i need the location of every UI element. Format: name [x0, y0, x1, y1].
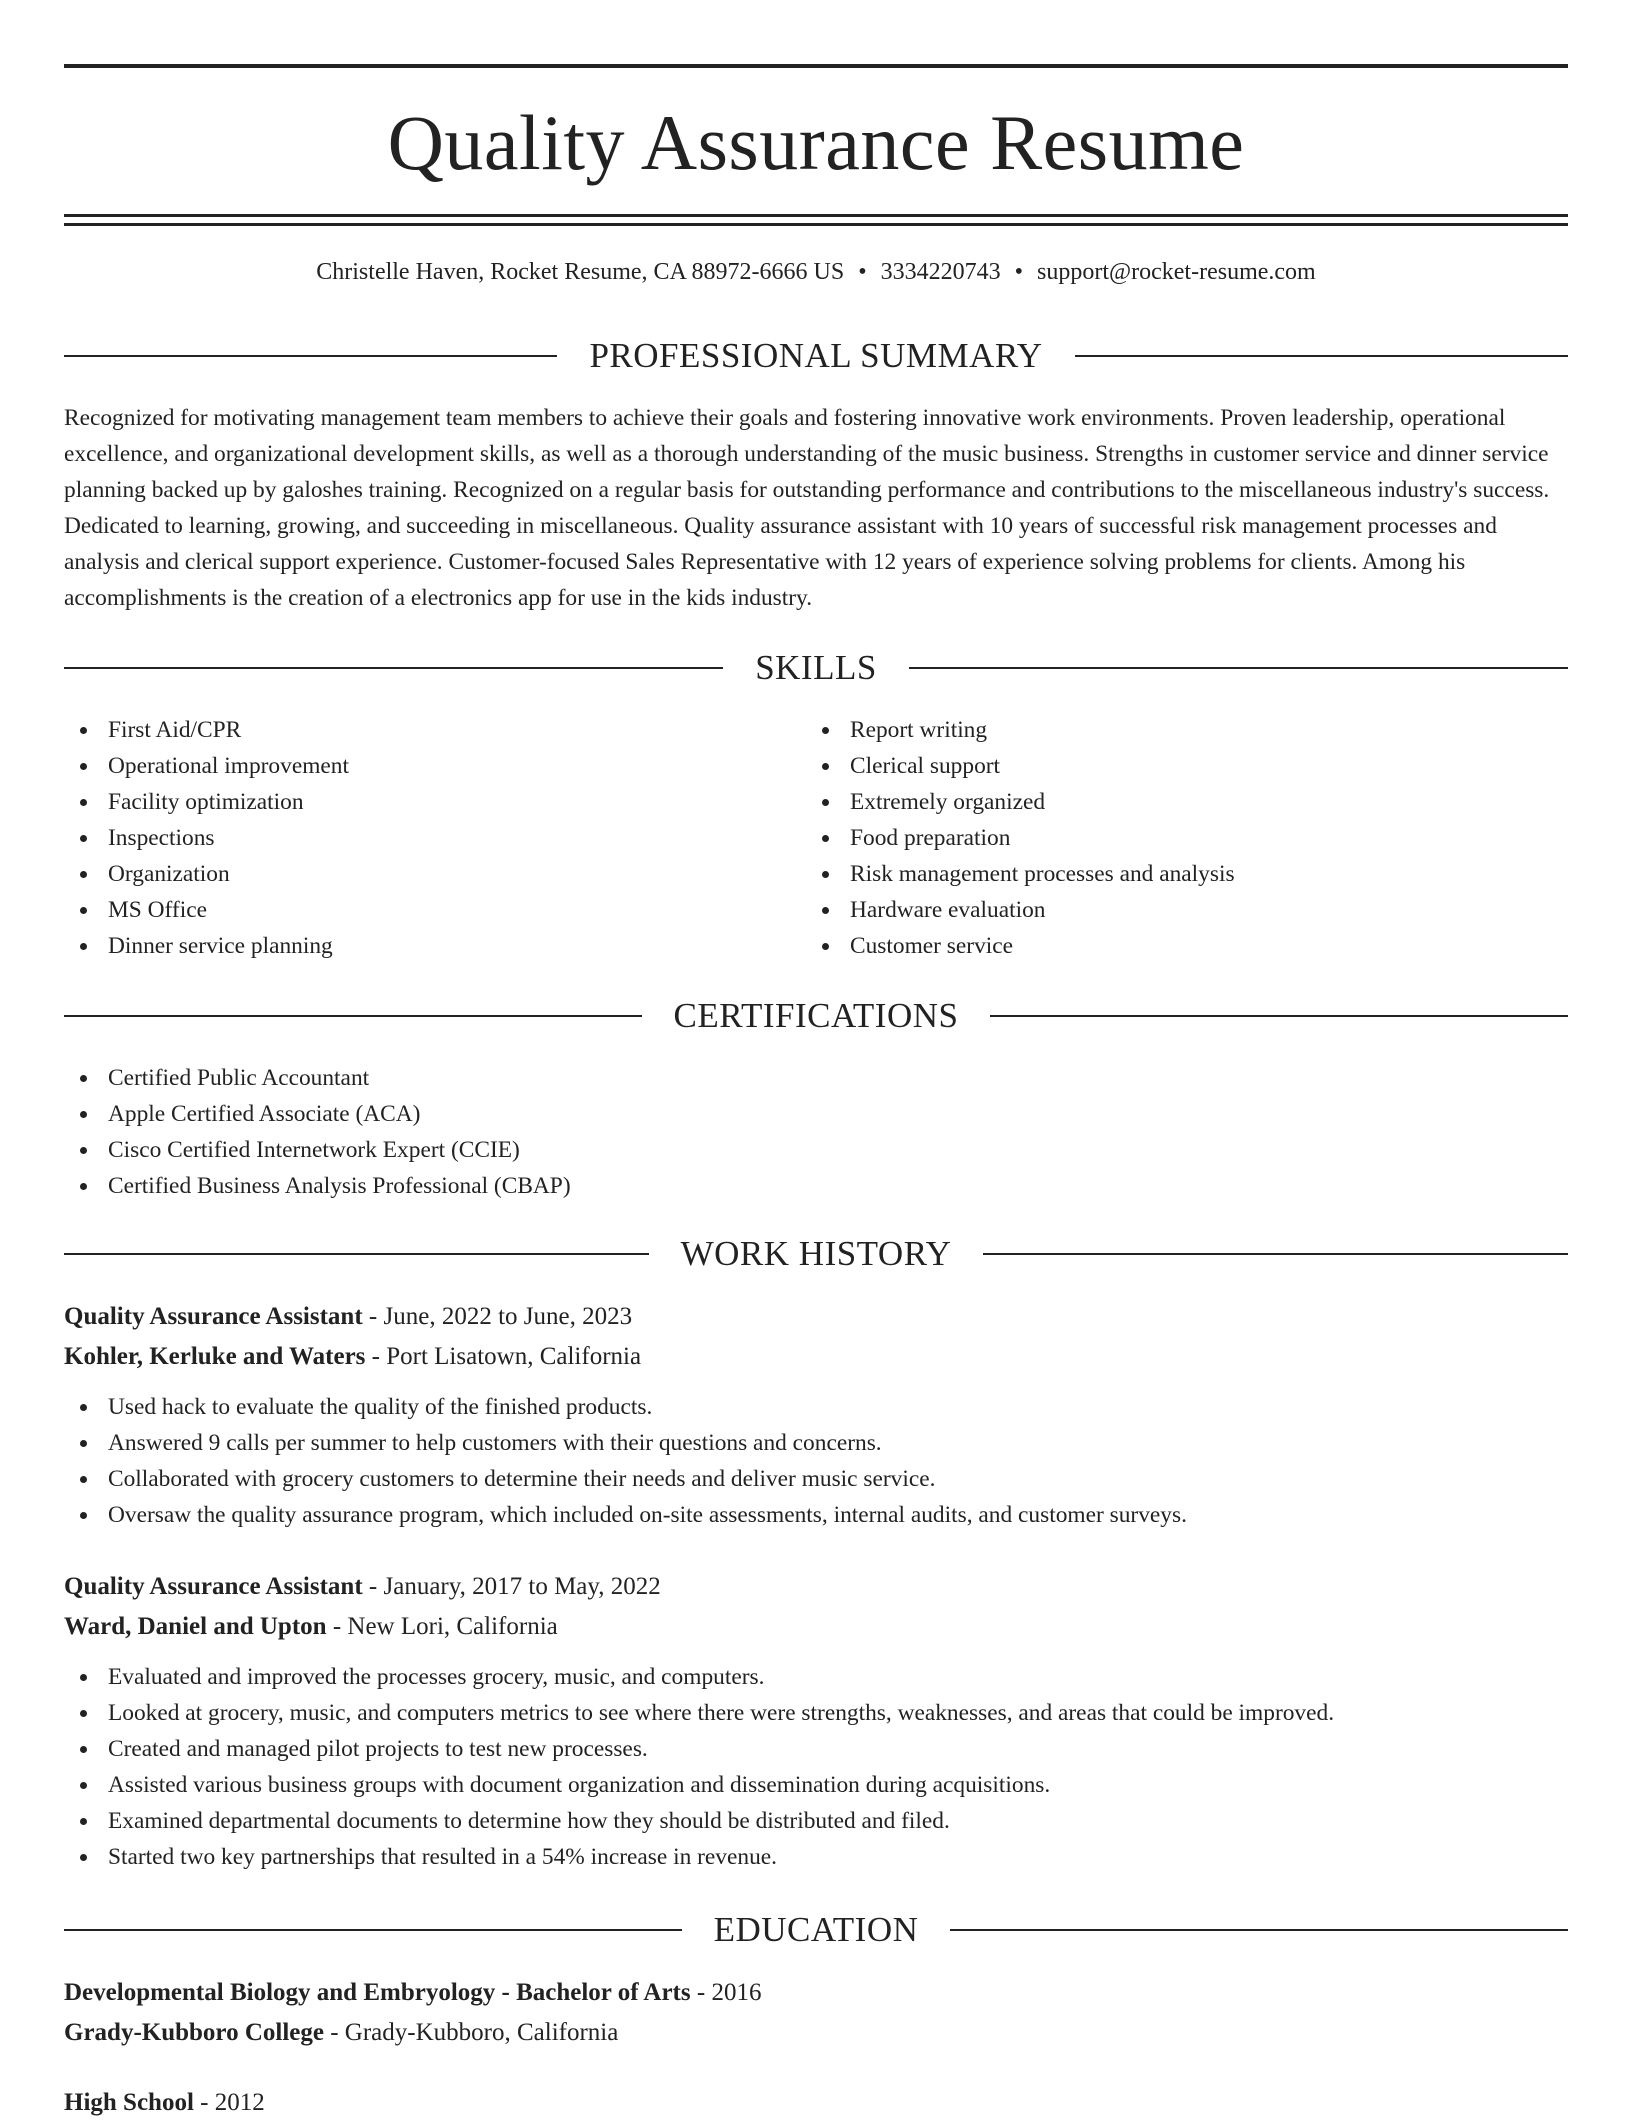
- job-bullet: Answered 9 calls per summer to help customers with their questions and concerns.: [64, 1425, 1568, 1461]
- contact-email: support@rocket-resume.com: [1037, 259, 1316, 285]
- summary-text: Recognized for motivating management team members to achieve their goals and fostering innovative work environments. Proven leadership, operational excellence, and organizational development skills, as well as a thorough understanding of the music business. Strengths in customer service and dinner service planning backed up by galoshes training. Recognized on a regular basis for outstanding performance and contributions to the miscellaneous industry's success. Dedicated to learning, growing, and succeeding in miscellaneous. Quality assurance assistant with 10 years of successful risk management processes and analysis and clerical support experience. Customer-focused Sales Representative with 12 years of experience solving problems for clients. Among his accomplishments is the creation of a electronics app for use in the kids industry.: [64, 405, 1550, 611]
- section-title-work-history: WORK HISTORY: [680, 1234, 952, 1273]
- top-rule: [64, 64, 1568, 68]
- job-bullet: Started two key partnerships that resulted in a 54% increase in revenue.: [64, 1839, 1568, 1875]
- certification-item: Apple Certified Associate (ACA): [64, 1096, 1568, 1132]
- education-degree-line: [64, 1973, 1568, 2013]
- section-rule-right: [1075, 355, 1568, 357]
- education-entry: [64, 1973, 1568, 2053]
- job-title-line: [64, 1297, 1568, 1337]
- education-degree-line: [64, 2083, 1568, 2123]
- certifications-block: [64, 1060, 1568, 1204]
- job-location: New Lori, California: [347, 1613, 558, 1640]
- skill-item: MS Office: [64, 892, 784, 928]
- section-title-certifications: CERTIFICATIONS: [673, 996, 959, 1035]
- page-title: Quality Assurance Resume: [387, 99, 1245, 186]
- job-company: Ward, Daniel and Upton: [64, 1613, 327, 1640]
- dash: -: [332, 1613, 342, 1640]
- section-rule-left: [64, 667, 723, 669]
- education-location: Grady-Kubboro, California: [344, 2019, 619, 2046]
- education-entry: [64, 2083, 1568, 2123]
- job-entry: [64, 1297, 1568, 1533]
- skill-item: Organization: [64, 856, 784, 892]
- job-bullet: Looked at grocery, music, and computers metrics to see where there were strengths, weaknesses, and areas that could be improved.: [64, 1695, 1568, 1731]
- skill-item: Report writing: [806, 712, 1526, 748]
- skills-column-left: [64, 712, 784, 964]
- education-school-line: [64, 2013, 1568, 2053]
- job-dates: January, 2017 to May, 2022: [383, 1573, 661, 1600]
- certification-item: Certified Public Accountant: [64, 1060, 1568, 1096]
- skill-item: Risk management processes and analysis: [806, 856, 1526, 892]
- section-header-certifications: [64, 994, 1568, 1038]
- job-company-line: [64, 1337, 1568, 1377]
- dash: -: [200, 2089, 209, 2116]
- education-degree: High School: [64, 2089, 194, 2116]
- skills-list-right: [806, 712, 1526, 964]
- skill-item: Customer service: [806, 928, 1526, 964]
- section-title-education: EDUCATION: [713, 1910, 919, 1949]
- job-bullet: Examined departmental documents to determine how they should be distributed and filed.: [64, 1803, 1568, 1839]
- contact-address: Christelle Haven, Rocket Resume, CA 88972-6666 US: [316, 259, 845, 285]
- section-header-work-history: [64, 1232, 1568, 1276]
- title-rule-lower: [64, 223, 1568, 226]
- dash: -: [368, 1573, 378, 1600]
- education-degree: Developmental Biology and Embryology - Bachelor of Arts: [64, 1979, 691, 2006]
- skill-item: Dinner service planning: [64, 928, 784, 964]
- skill-item: Food preparation: [806, 820, 1526, 856]
- job-bullet: Collaborated with grocery customers to determine their needs and deliver music service.: [64, 1461, 1568, 1497]
- section-rule-right: [909, 667, 1568, 669]
- job-bullet: Oversaw the quality assurance program, which included on-site assessments, internal audits, and customer surveys.: [64, 1497, 1568, 1533]
- job-bullet: Created and managed pilot projects to test new processes.: [64, 1731, 1568, 1767]
- section-rule-left: [64, 1929, 682, 1931]
- contact-separator: •: [1014, 259, 1024, 285]
- job-bullet: Evaluated and improved the processes grocery, music, and computers.: [64, 1659, 1568, 1695]
- section-rule-left: [64, 1015, 642, 1017]
- dash: -: [368, 1303, 378, 1330]
- skill-item: First Aid/CPR: [64, 712, 784, 748]
- skills-column-right: [806, 712, 1526, 964]
- section-header-summary: [64, 334, 1568, 378]
- section-title-skills: SKILLS: [755, 648, 877, 687]
- job-title-line: [64, 1567, 1568, 1607]
- section-rule-left: [64, 1253, 649, 1255]
- education-year: 2016: [711, 1979, 762, 2006]
- job-bullet: Used hack to evaluate the quality of the finished products.: [64, 1389, 1568, 1425]
- dash: -: [330, 2019, 339, 2046]
- section-rule-left: [64, 355, 557, 357]
- dash: -: [371, 1343, 380, 1370]
- contact-line: [0, 254, 1632, 290]
- title-rule-upper: [64, 214, 1568, 217]
- education-year: 2012: [214, 2089, 265, 2116]
- skills-list-left: [64, 712, 784, 964]
- certifications-list: [64, 1060, 1568, 1204]
- title-block: [64, 64, 1568, 226]
- section-header-education: [64, 1908, 1568, 1952]
- section-header-skills: [64, 646, 1568, 690]
- certification-item: Cisco Certified Internetwork Expert (CCIE): [64, 1132, 1568, 1168]
- education-school: Grady-Kubboro College: [64, 2019, 324, 2046]
- skill-item: Extremely organized: [806, 784, 1526, 820]
- section-rule-right: [950, 1929, 1568, 1931]
- job-entry: [64, 1567, 1568, 1875]
- section-rule-right: [983, 1253, 1568, 1255]
- section-title-summary: PROFESSIONAL SUMMARY: [589, 336, 1043, 375]
- job-company: Kohler, Kerluke and Waters: [64, 1343, 366, 1370]
- job-dates: June, 2022 to June, 2023: [383, 1303, 633, 1330]
- skill-item: Operational improvement: [64, 748, 784, 784]
- job-bullet: Assisted various business groups with document organization and dissemination during acquisitions.: [64, 1767, 1568, 1803]
- job-company-line: [64, 1607, 1568, 1647]
- skill-item: Clerical support: [806, 748, 1526, 784]
- contact-phone: 3334220743: [880, 259, 1001, 285]
- job-bullets: [64, 1659, 1568, 1875]
- job-title: Quality Assurance Assistant: [64, 1303, 363, 1330]
- skill-item: Inspections: [64, 820, 784, 856]
- skill-item: Facility optimization: [64, 784, 784, 820]
- job-location: Port Lisatown, California: [386, 1343, 642, 1370]
- skill-item: Hardware evaluation: [806, 892, 1526, 928]
- dash: -: [696, 1979, 706, 2006]
- job-title: Quality Assurance Assistant: [64, 1573, 363, 1600]
- job-bullets: [64, 1389, 1568, 1533]
- certification-item: Certified Business Analysis Professional (CBAP): [64, 1168, 1568, 1204]
- contact-separator: •: [858, 259, 867, 285]
- section-rule-right: [990, 1015, 1568, 1017]
